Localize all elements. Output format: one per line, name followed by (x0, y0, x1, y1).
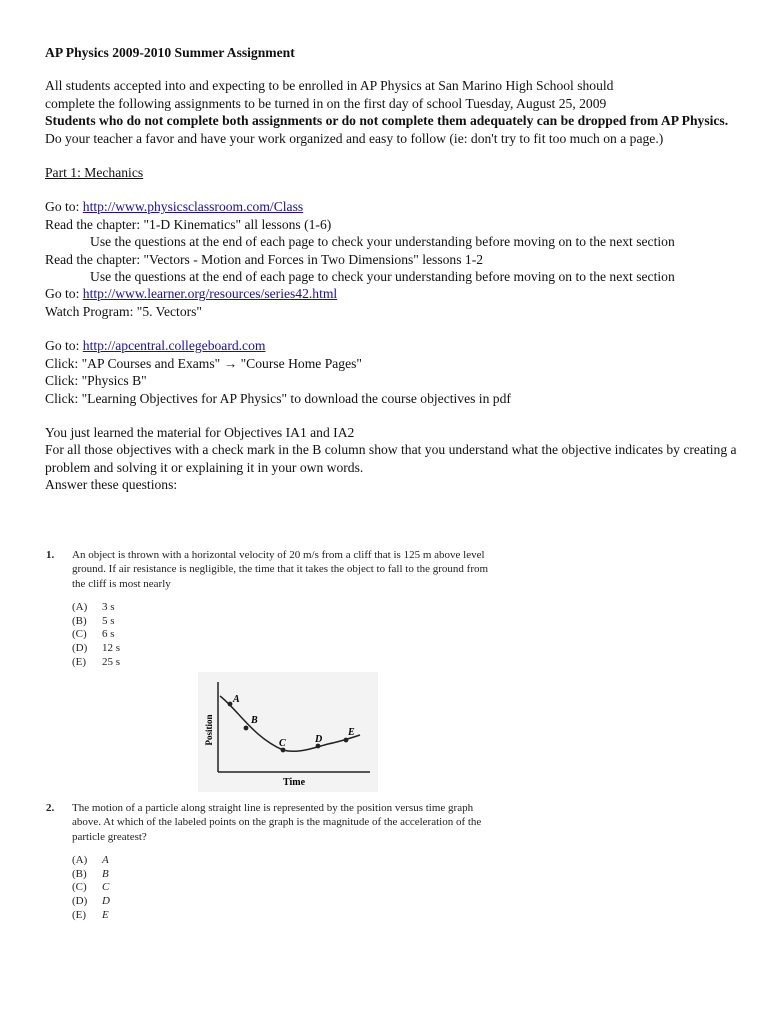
document-body (45, 44, 745, 494)
question-number: 1. (46, 549, 55, 561)
y-axis-label: Position (204, 714, 214, 746)
question-2 (46, 801, 492, 921)
question-stem: The motion of a particle along straight line is represented by the position versus time graph above. At which of the labeled points on the graph is the magnitude of the acceleration of the particle greatest? (72, 802, 482, 843)
click-step-1 (45, 355, 745, 372)
learner-link[interactable]: http://www.learner.org/resources/series42.html (82, 286, 338, 302)
intro-paragraph (45, 112, 745, 147)
choice-text: C (102, 881, 110, 894)
question-stem: An object is thrown with a horizontal velocity of 20 m/s from a cliff that is 125 m above level ground. If air resistance is negligible, the time that it takes the object to fall to the ground from the cliff is most nearly (72, 549, 489, 590)
position-curve (220, 696, 360, 751)
goto-line-2 (45, 285, 745, 302)
choice (72, 908, 492, 922)
intro-rest: Do your teacher a favor and have your work organized and easy to follow (ie: don't try to fit too much on a page.) (45, 130, 664, 146)
objectives-learned: You just learned the material for Objectives IA1 and IA2 (45, 424, 355, 440)
choice-label: (A) (72, 854, 88, 867)
choice (72, 853, 492, 867)
choice-label: (E) (72, 655, 87, 668)
apcentral-link[interactable]: http://apcentral.collegeboard.com (82, 338, 266, 354)
point-a (228, 702, 233, 707)
goto-line-1 (45, 198, 745, 215)
choice-text: 5 s (102, 614, 115, 627)
choice-label: (C) (72, 628, 87, 641)
answer-choices (72, 853, 492, 921)
choice (72, 600, 492, 614)
choice (72, 655, 492, 669)
intro-line-2: complete the following assignments to be turned in on the first day of school Tuesday, August 25, 2009 (45, 95, 607, 111)
section-heading: Part 1: Mechanics (45, 165, 144, 181)
arrow-right-icon: → (223, 355, 238, 371)
goto-label: Go to: (45, 338, 83, 354)
physicsclassroom-link[interactable]: http://www.physicsclassroom.com/Class (82, 199, 304, 215)
goto-line-3 (45, 337, 745, 354)
choice-label: (D) (72, 642, 88, 654)
click-step-3: Click: "Learning Objectives for AP Physics" to download the course objectives in pdf (45, 390, 511, 406)
answer-heading: Answer these questions: (45, 477, 178, 493)
choice (72, 614, 492, 628)
click-step-2: Click: "Physics B" (45, 373, 147, 389)
point-b (244, 726, 249, 731)
goto-label: Go to: (45, 286, 83, 302)
choice-text: 12 s (102, 642, 121, 654)
watch-program: Watch Program: "5. Vectors" (45, 303, 202, 319)
label-c: C (279, 738, 286, 749)
instruction-2: Use the questions at the end of each page to check your understanding before moving on to the next section (90, 269, 675, 285)
label-d: D (315, 734, 323, 745)
choice-text: A (102, 854, 109, 867)
label-e: E (348, 727, 355, 738)
question-1 (46, 548, 492, 668)
question-number: 2. (46, 802, 55, 814)
choice-label: (A) (72, 601, 88, 614)
choice-text: 25 s (102, 655, 121, 668)
choice-text: E (102, 908, 109, 921)
choice (72, 880, 492, 894)
choice-label: (C) (72, 881, 87, 894)
choice-label: (B) (72, 614, 87, 627)
choice-text: 6 s (102, 628, 115, 641)
x-axis-label: Time (282, 777, 306, 788)
graph-svg (198, 672, 378, 792)
choice-label: (D) (72, 895, 88, 907)
label-a: A (233, 694, 240, 705)
choice (72, 894, 492, 908)
instruction-1: Use the questions at the end of each page to check your understanding before moving on to the next section (90, 234, 675, 250)
label-b: B (251, 715, 258, 726)
choice-label: (E) (72, 908, 87, 921)
choice (72, 867, 492, 881)
choice-label: (B) (72, 867, 87, 880)
goto-label: Go to: (45, 199, 83, 215)
read-chapter-1: Read the chapter: "1-D Kinematics" all lessons (1-6) (45, 216, 332, 232)
objectives-instructions: For all those objectives with a check mark in the B column show that you understand what the objective indicates by creating a problem and solving it or explaining it in your own words. (45, 442, 737, 475)
intro-warning: Students who do not complete both assignments or do not complete them adequately can be dropped from AP Physics. (45, 113, 729, 129)
choice (72, 641, 492, 655)
click-text: Click: "AP Courses and Exams" (45, 355, 224, 371)
read-chapter-2: Read the chapter: "Vectors - Motion and Forces in Two Dimensions" lessons 1-2 (45, 251, 484, 267)
choice (72, 627, 492, 641)
page-title: AP Physics 2009-2010 Summer Assignment (45, 45, 295, 60)
answer-choices (72, 600, 492, 668)
point-e (344, 738, 349, 743)
position-time-graph (198, 672, 378, 792)
intro-line-1: All students accepted into and expecting to be enrolled in AP Physics at San Marino High School should (45, 78, 614, 94)
click-text: "Course Home Pages" (237, 355, 362, 371)
choice-text: D (102, 895, 110, 907)
choice-text: B (102, 867, 109, 880)
choice-text: 3 s (102, 601, 115, 614)
